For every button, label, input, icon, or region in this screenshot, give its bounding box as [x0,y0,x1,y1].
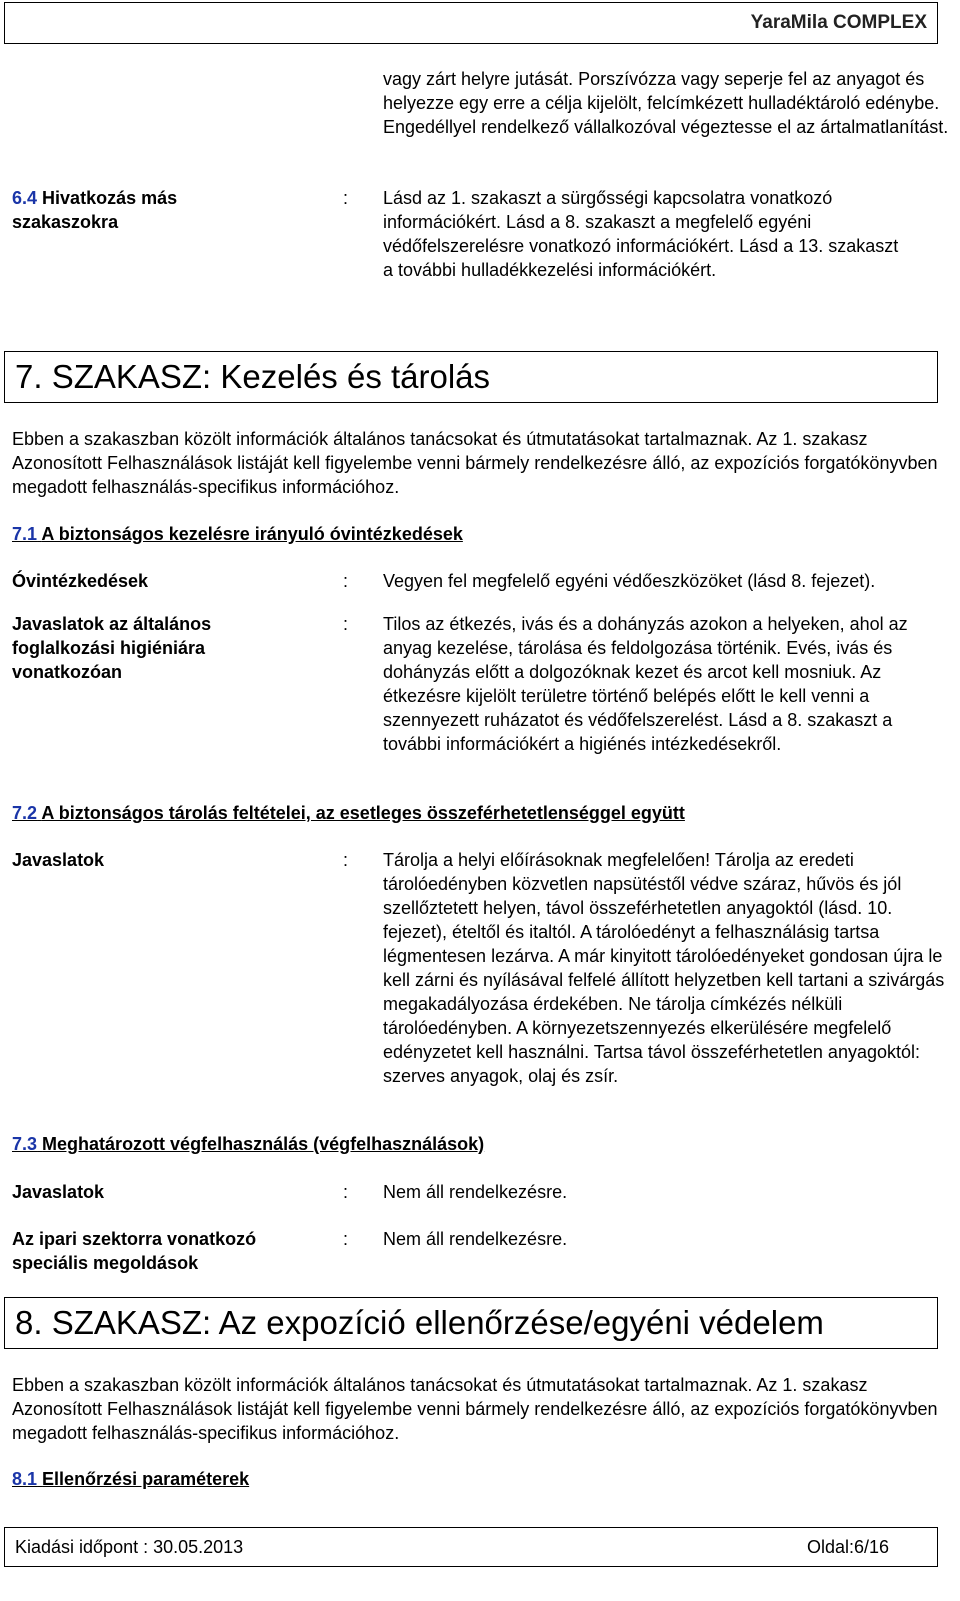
section-8-title: 8. SZAKASZ: Az expozíció ellenőrzése/egyéni védelem [15,1304,824,1341]
subsection-title: A biztonságos kezelésre irányuló óvintézkedések [41,524,463,544]
industrial-solutions-value: Nem áll rendelkezésre. [383,1229,568,1249]
end-use-advice-value: Nem áll rendelkezésre. [383,1182,568,1202]
subsection-number: 7.2 [12,803,38,823]
end-use-advice-label: Javaslatok [12,1182,105,1202]
colon-separator: : [343,571,349,591]
subsection-7-1-heading [12,522,463,546]
subsection-8-1-heading [12,1467,249,1491]
subsection-number: 7.3 [12,1134,38,1154]
subsection-title: Ellenőrzési paraméterek [42,1469,250,1489]
precautions-label: Óvintézkedések [12,571,149,591]
hygiene-advice-value: Tilos az étkezés, ivás és a dohányzás azokon a helyeken, ahol az anyag kezelése, tárolása és feldolgozása történik. Evés, ivás és dohányzás előtt a dolgozóknak kezet és arcot kell mosniuk. Az étkezésre kijelölt területre történő belépés előtt le kell venni a szennyezett ruházatot és védőfelszerelést. Lásd a 8. szakaszt a további információkért a higiénés intézkedésekről. [383,614,908,754]
colon-separator: : [343,850,349,870]
hygiene-advice-label: Javaslatok az általános foglalkozási higiéniára vonatkozóan [12,614,212,682]
industrial-solutions-label: Az ipari szektorra vonatkozó speciális megoldások [12,1229,257,1273]
section-8-intro: Ebben a szakaszban közölt információk általános tanácsokat és útmutatásokat tartalmaznak. Az 1. szakasz Azonosított Felhasználások listáját kell figyelembe venni bármely rendelkezésre álló, az expozíciós forgatókönyvben megadott felhasználás-specifikus információhoz. [12,1375,938,1443]
colon-separator: : [343,188,349,208]
subsection-6-4-value: Lásd az 1. szakaszt a sürgősségi kapcsolatra vonatkozó információkért. Lásd a 8. szakaszt a megfelelő egyéni védőfelszerelésre vonatkozó információkért. Lásd a 13. szakaszt a további hulladékkezelési információkért. [383,188,899,280]
issue-date: Kiadási időpont : 30.05.2013 [15,1537,244,1557]
storage-advice-value: Tárolja a helyi előírásoknak megfelelően! Tárolja az eredeti tárolóedényben közvetlen napsütéstől védve száraz, hűvös és jól szellőztetett helyen, távol összeférhetetlen anyagoktól (lásd. 10. fejezet), ételtől és italtól. A tárolóedényt a felhasználásig tartsa légmentesen lezárva. A már kinyitott tárolóedényeket gondosan újra le kell zárni és nyílásával felfelé állított helyzetben kell tartani a szivárgás megakadályozása érdekében. Ne tárolja címkézés nélküli tárolóedényben. A környezetszennyezés elkerülésére megfelelő edényzetet kell használni. Tartsa távol összeférhetetlen anyagoktól: szerves anyagok, olaj és zsír. [383,850,945,1086]
page-number: Oldal:6/16 [806,1537,889,1557]
subsection-title: Meghatározott végfelhasználás (végfelhasználások) [42,1134,485,1154]
subsection-7-2-heading [12,801,685,825]
precautions-value: Vegyen fel megfelelő egyéni védőeszközöket (lásd 8. fejezet). [383,571,876,591]
page-header [4,2,938,44]
colon-separator: : [343,1182,349,1202]
subsection-title: Hivatkozás más szakaszokra [12,188,178,232]
subsection-number: 7.1 [12,524,38,544]
section-6-3-continuation: vagy zárt helyre jutását. Porszívózza vagy seperje fel az anyagot és helyezze egy erre a célja kijelölt, felcímkézett hulladéktároló edénybe. Engedéllyel rendelkező vállalkozóval végeztesse el az ártalmatlanítást. [383,69,949,137]
section-8-header [4,1297,938,1349]
page-footer [4,1527,938,1567]
colon-separator: : [343,1229,349,1249]
subsection-title: A biztonságos tárolás feltételei, az esetleges összeférhetetlenséggel együtt [41,803,685,823]
section-7-header [4,351,938,403]
document-title: YaraMila COMPLEX [750,12,927,33]
section-7-intro: Ebben a szakaszban közölt információk általános tanácsokat és útmutatásokat tartalmaznak. Az 1. szakasz Azonosított Felhasználások listáját kell figyelembe venni bármely rendelkezésre álló, az expozíciós forgatókönyvben megadott felhasználás-specifikus információhoz. [12,429,938,497]
section-7-title: 7. SZAKASZ: Kezelés és tárolás [15,358,491,395]
subsection-number: 8.1 [12,1469,38,1489]
subsection-7-3-heading [12,1132,484,1156]
subsection-6-4-label [12,186,222,234]
storage-advice-label: Javaslatok [12,850,105,870]
subsection-number: 6.4 [12,188,38,208]
colon-separator: : [343,614,349,634]
